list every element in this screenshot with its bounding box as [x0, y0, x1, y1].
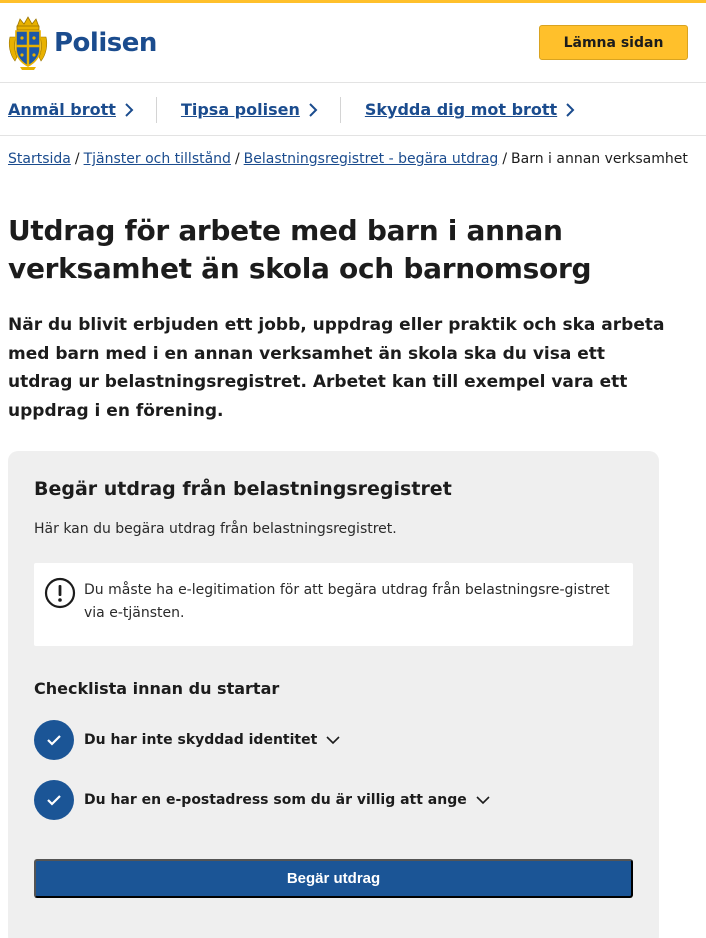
breadcrumb-separator: / — [502, 151, 508, 167]
quicknav-divider — [340, 97, 341, 123]
page-title: Utdrag för arbete med barn i annan verksamhet än skola och barnomsorg — [8, 214, 592, 285]
lead-paragraph: När du blivit erbjuden ett jobb, uppdrag eller praktik och ska arbeta med barn med i en annan verksamhet än skola ska du visa ett utdrag ur belastningsregistret. Arbetet kan till exempel vara ett uppdrag i en förening. — [8, 315, 665, 421]
checklist-item-label: Du har inte skyddad identitet — [84, 732, 318, 748]
breadcrumb-link-services[interactable]: Tjänster och tillstånd — [83, 151, 231, 167]
quicknav-label: Skydda dig mot brott — [364, 100, 558, 119]
quicknav-divider — [156, 97, 157, 123]
quicknav-tip-police-link[interactable] — [181, 96, 318, 124]
chevron-right-icon — [308, 102, 318, 118]
leave-site-button[interactable]: Lämna sidan — [539, 25, 688, 60]
quick-nav — [0, 84, 706, 136]
chevron-down-icon — [325, 735, 341, 745]
breadcrumb-separator: / — [74, 151, 80, 167]
checklist-item-protected-identity[interactable] — [34, 720, 341, 760]
chevron-right-icon — [565, 102, 575, 118]
card-description: Här kan du begära utdrag från belastningsregistret. — [34, 521, 397, 537]
police-crest-icon — [8, 15, 48, 71]
logo-text: Polisen — [54, 28, 157, 58]
checkmark-icon — [34, 780, 74, 820]
info-text: Du måste ha e-legitimation för att begära utdrag från belastningsre-gistret via e-tjänsten. — [84, 582, 610, 621]
site-header — [0, 3, 706, 83]
quicknav-report-crime-link[interactable] — [8, 96, 134, 124]
home-logo-link[interactable] — [8, 15, 157, 71]
chevron-right-icon — [124, 102, 134, 118]
breadcrumb-separator: / — [234, 151, 240, 167]
quicknav-protect-yourself-link[interactable] — [365, 96, 575, 124]
checklist-item-label: Du har en e-postadress som du är villig att ange — [84, 792, 467, 808]
request-extract-card — [8, 451, 659, 938]
quicknav-label: Anmäl brott — [8, 100, 116, 119]
checklist-title: Checklista innan du startar — [34, 679, 280, 698]
exclamation-circle-icon — [44, 577, 76, 609]
breadcrumb-link-home[interactable]: Startsida — [8, 151, 71, 167]
breadcrumb-link-register[interactable]: Belastningsregistret - begära utdrag — [243, 151, 499, 167]
breadcrumb-current: Barn i annan verksamhet — [511, 151, 688, 167]
checkmark-icon — [34, 720, 74, 760]
info-notice — [34, 563, 633, 646]
card-title: Begär utdrag från belastningsregistret — [34, 478, 452, 500]
checklist-item-email[interactable] — [34, 780, 491, 820]
breadcrumb — [8, 151, 706, 167]
quicknav-label: Tipsa polisen — [180, 100, 300, 119]
request-extract-button[interactable]: Begär utdrag — [34, 859, 633, 898]
chevron-down-icon — [475, 795, 491, 805]
